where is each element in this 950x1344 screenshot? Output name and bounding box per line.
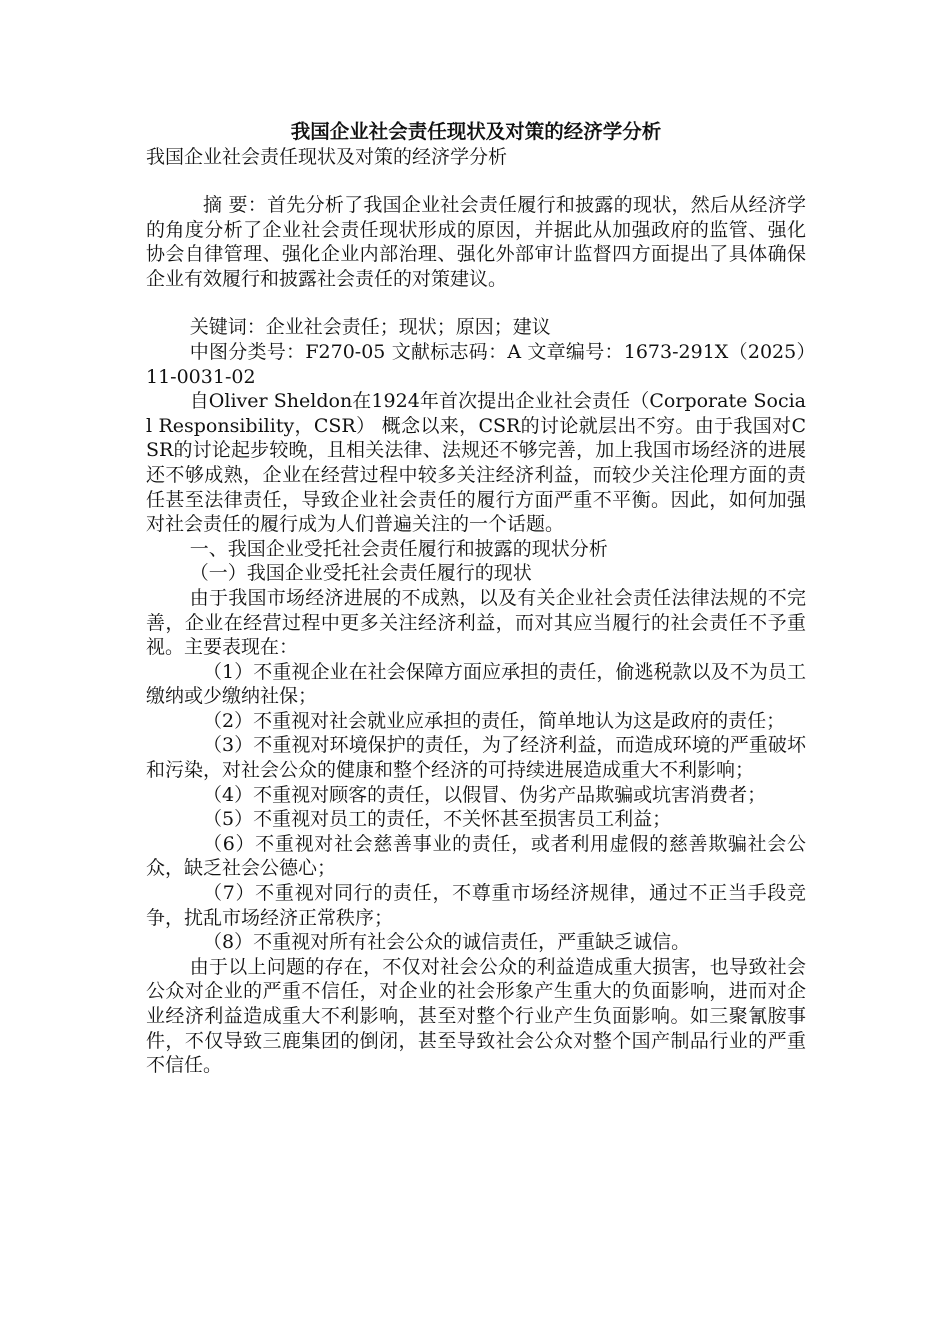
list-item: （4）不重视对顾客的责任，以假冒、伪劣产品欺骗或坑害消费者； (203, 783, 767, 806)
list-item: （7）不重视对同行的责任，不尊重市场经济规律，通过不正当手段竞争，扰乱市场经济正常秩序； (146, 882, 806, 929)
list-item: （6）不重视对社会慈善事业的责任，或者利用虚假的慈善欺骗社会公众，缺乏社会公德心； (146, 832, 806, 880)
document-body (146, 118, 806, 1078)
section-heading: 一、我国企业受托社会责任履行和披露的现状分析 (189, 537, 608, 560)
document-subtitle: 我国企业社会责任现状及对策的经济学分析 (146, 146, 508, 168)
list-item: （5）不重视对员工的责任，不关怀甚至损害员工利益； (203, 808, 672, 831)
spacer (146, 169, 806, 193)
intro-paragraph: 自Oliver Sheldon在1924年首次提出企业社会责任（Corporate Social Responsibility，CSR） 概念以来，CSR的讨论就层出不穷。由于我国对CSR的讨论起步较晚，且相关法律、法规还不够完善，加上我国市场经济的进展还不够成熟，企业在经营过程中较多关注经济利益，而较少关注伦理方面的责任甚至法律责任，导致企业社会责任的履行方面严重不平衡。因此，如何加强对社会责任的履行成为人们普遍关注的一个话题。 (146, 390, 806, 536)
subsection-intro-paragraph: 由于我国市场经济进展的不成熟，以及有关企业社会责任法律法规的不完善，企业在经营过程中更多关注经济利益，而对其应当履行的社会责任不予重视。主要表现在： (146, 586, 806, 659)
spacer (146, 291, 806, 315)
list-item: （2）不重视对社会就业应承担的责任，简单地认为这是政府的责任； (203, 709, 786, 732)
abstract-paragraph: 摘 要：首先分析了我国企业社会责任履行和披露的现状，然后从经济学的角度分析了企业社会责任现状形成的原因，并据此从加强政府的监管、强化协会自律管理、强化企业内部治理、强化外部审计监督四方面提出了具体确保企业有效履行和披露社会责任的对策建议。 (146, 194, 806, 290)
list-item: （1）不重视企业在社会保障方面应承担的责任，偷逃税款以及不为员工缴纳或少缴纳社保； (146, 660, 806, 708)
document-title: 我国企业社会责任现状及对策的经济学分析 (290, 120, 662, 143)
list-item: （8）不重视对所有社会公众的诚信责任，严重缺乏诚信。 (203, 931, 691, 954)
subsection-heading: （一）我国企业受托社会责任履行的现状 (189, 562, 532, 585)
keywords-line: 关键词：企业社会责任；现状；原因；建议 (189, 316, 551, 339)
conclusion-paragraph: 由于以上问题的存在，不仅对社会公众的利益造成重大损害，也导致社会公众对企业的严重不信任，对企业的社会形象产生重大的负面影响，进而对企业经济利益造成重大不利影响，甚至对整个行业产生负面影响。如三聚氰胺事件，不仅导致三鹿集团的倒闭，甚至导致社会公众对整个国产制品行业的严重不信任。 (146, 955, 806, 1077)
classification-line: 中图分类号：F270-05 文献标志码：A 文章编号：1673-291X（2025）11-0031-02 (146, 340, 806, 388)
list-item: （3）不重视对环境保护的责任，为了经济利益，而造成环境的严重破坏和污染，对社会公众的健康和整个经济的可持续进展造成重大不利影响； (146, 734, 806, 782)
